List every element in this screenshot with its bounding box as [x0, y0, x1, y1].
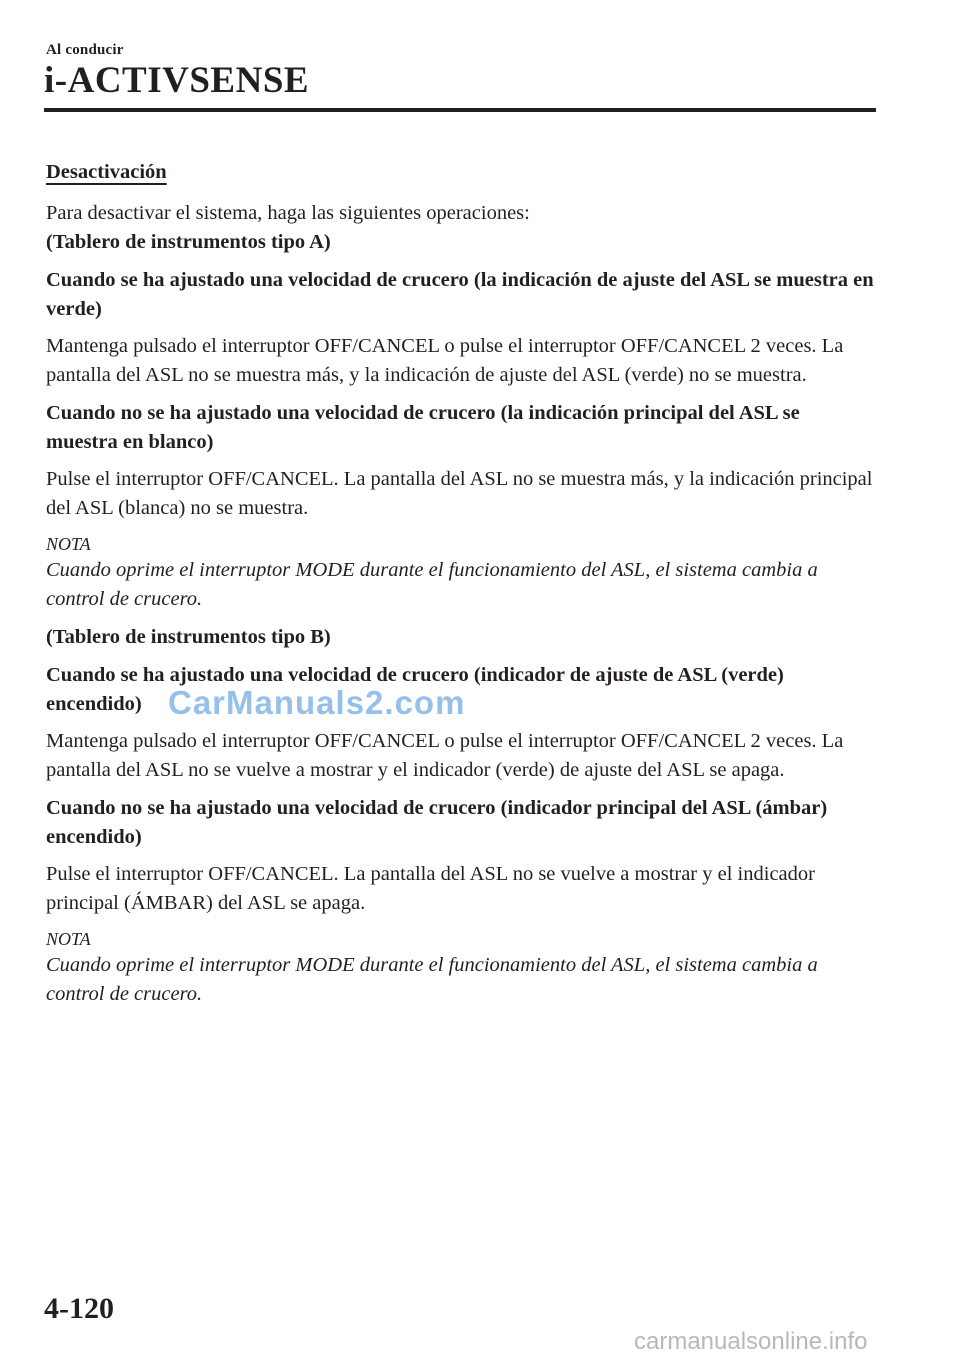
condition-a2-heading: Cuando no se ha ajustado una velocidad de crucero (la indicación principal del ASL se muestra en blanco)	[46, 402, 800, 453]
condition-b1-body: Mantenga pulsado el interruptor OFF/CANCEL o pulse el interruptor OFF/CANCEL 2 veces. La pantalla del ASL no se vuelve a mostrar y el indicador (verde) de ajuste del ASL se apaga.	[46, 730, 844, 781]
section-title: i-ACTIVSENSE	[44, 60, 310, 101]
nota-text-2: Cuando oprime el interruptor MODE durante el funcionamiento del ASL, el sistema cambia a control de crucero.	[46, 954, 818, 1005]
condition-b2-heading: Cuando no se ha ajustado una velocidad de crucero (indicador principal del ASL (ámbar) encendido)	[46, 797, 828, 848]
condition-a1-heading: Cuando se ha ajustado una velocidad de crucero (la indicación de ajuste del ASL se muestra en verde)	[46, 269, 874, 320]
condition-b2-body: Pulse el interruptor OFF/CANCEL. La pantalla del ASL no se vuelve a mostrar y el indicador principal (ÁMBAR) del ASL se apaga.	[46, 863, 815, 914]
tablero-b-heading: (Tablero de instrumentos tipo B)	[46, 626, 331, 648]
section-label: Al conducir	[46, 42, 124, 58]
page-number: 4-120	[44, 1292, 114, 1325]
page-content	[46, 158, 876, 1018]
nota-text-1: Cuando oprime el interruptor MODE durante el funcionamiento del ASL, el sistema cambia a control de crucero.	[46, 559, 818, 610]
watermark-carmanuals2: CarManuals2.com	[168, 684, 466, 721]
condition-a1-body: Mantenga pulsado el interruptor OFF/CANCEL o pulse el interruptor OFF/CANCEL 2 veces. La pantalla del ASL no se muestra más, y la indicación de ajuste del ASL (verde) no se muestra.	[46, 335, 844, 386]
tablero-a-heading: (Tablero de instrumentos tipo A)	[46, 231, 331, 253]
header-rule	[44, 108, 876, 112]
intro-text: Para desactivar el sistema, haga las siguientes operaciones:	[46, 202, 530, 224]
nota-label-1: NOTA	[46, 534, 91, 554]
footer-site-link[interactable]: carmanualsonline.info	[634, 1328, 868, 1355]
condition-a2-body: Pulse el interruptor OFF/CANCEL. La pantalla del ASL no se muestra más, y la indicación principal del ASL (blanca) no se muestra.	[46, 468, 873, 519]
condition-b1-heading: Cuando se ha ajustado una velocidad de crucero (indicador de ajuste de ASL (verde) encendido)	[46, 664, 784, 715]
subhead-desactivacion: Desactivación	[46, 161, 167, 183]
nota-label-2: NOTA	[46, 929, 91, 949]
